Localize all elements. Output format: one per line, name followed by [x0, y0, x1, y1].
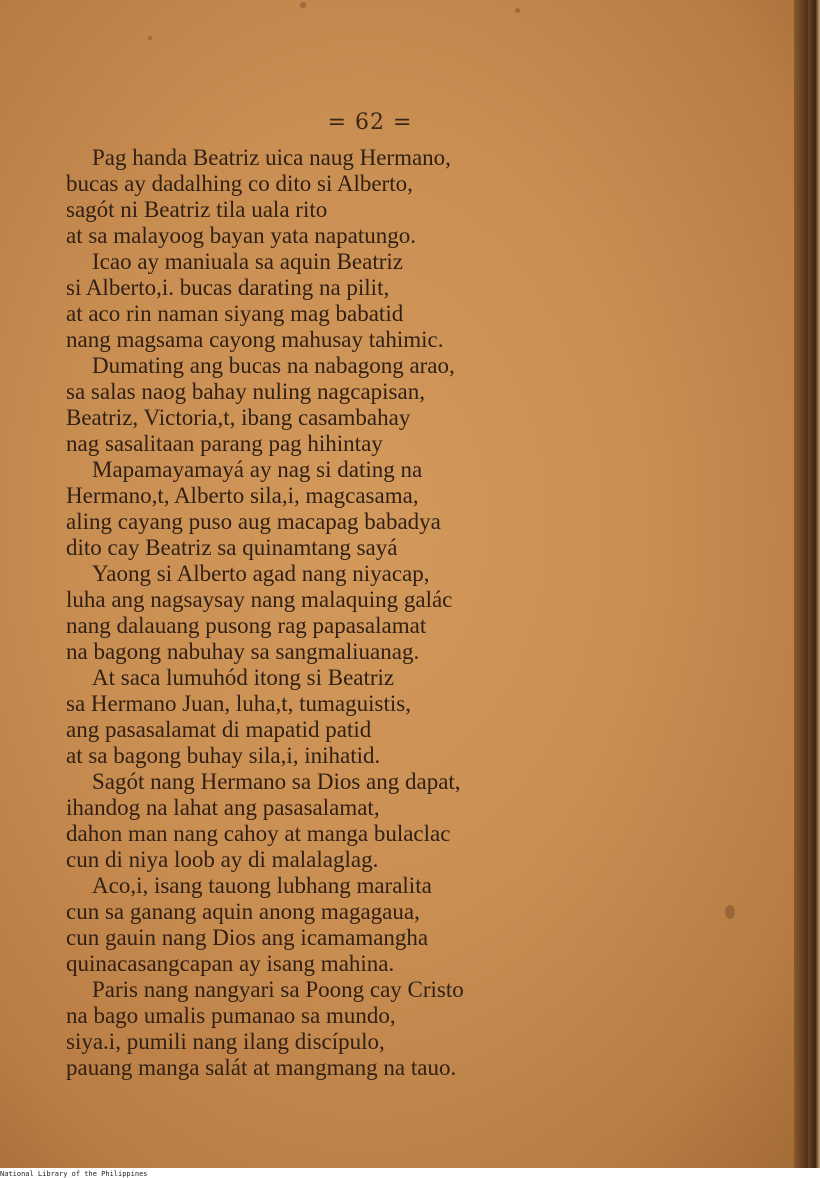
- stanza: [66, 977, 586, 1081]
- verse-line: Beatriz, Victoria,t, ibang casambahay: [66, 405, 411, 430]
- verse-line: nang magsama cayong mahusay tahimic.: [66, 327, 444, 352]
- verse-line: Hermano,t, Alberto sila,i, magcasama,: [66, 483, 419, 508]
- verse-line: Mapamayamayá ay nag si dating na: [92, 457, 423, 482]
- page-edge: [794, 0, 808, 1168]
- verse-line: At saca lumuhód itong si Beatriz: [92, 665, 395, 690]
- verse-line: ihandog na lahat ang pasasalamat,: [66, 795, 380, 820]
- verse-line: siya.i, pumili nang ilang discípulo,: [66, 1029, 385, 1054]
- verse-line: bucas ay dadalhing co dito si Alberto,: [66, 171, 413, 196]
- verse-line: Aco,i, isang tauong lubhang maralita: [92, 873, 432, 898]
- verse-line: nag sasalitaan parang pag hihintay: [66, 431, 383, 456]
- stanza: [66, 769, 586, 873]
- verse-line: sa Hermano Juan, luha,t, tumaguistis,: [66, 691, 411, 716]
- verse-line: sa salas naog bahay nuling nagcapisan,: [66, 379, 425, 404]
- verse-line: pauang manga salát at mangmang na tauo.: [66, 1055, 457, 1080]
- verse-line: Pag handa Beatriz uica naug Hermano,: [92, 145, 451, 170]
- verse-line: si Alberto,i. bucas darating na pilit,: [66, 275, 390, 300]
- stanza: [66, 665, 586, 769]
- page-number: = 62 =: [327, 110, 413, 135]
- stanza: [66, 145, 586, 249]
- verse-line: na bago umalis pumanao sa mundo,: [66, 1003, 396, 1028]
- stanza: [66, 249, 586, 353]
- verse-line: cun di niya loob ay di malalaglag.: [66, 847, 379, 872]
- paper-stain: [148, 36, 152, 40]
- verse-line: Dumating ang bucas na nabagong arao,: [92, 353, 455, 378]
- verse-line: at aco rin naman siyang mag babatid: [66, 301, 404, 326]
- book-binding: [808, 0, 820, 1168]
- verse-line: dahon man nang cahoy at manga bulaclac: [66, 821, 451, 846]
- stanza: [66, 353, 586, 457]
- verse-line: at sa malayoog bayan yata napatungo.: [66, 223, 416, 248]
- paper-stain: [725, 905, 735, 919]
- verse-line: Yaong si Alberto agad nang niyacap,: [92, 561, 430, 586]
- verse-line: nang dalauang pusong rag papasalamat: [66, 613, 427, 638]
- verse-line: sagót ni Beatriz tila uala rito: [66, 197, 328, 222]
- stanza: [66, 873, 586, 977]
- verse-line: cun sa ganang aquin anong magagaua,: [66, 899, 420, 924]
- verse-line: na bagong nabuhay sa sangmaliuanag.: [66, 639, 420, 664]
- verse-line: luha ang nagsaysay nang malaquing galác: [66, 587, 453, 612]
- verse-line: at sa bagong buhay sila,i, inihatid.: [66, 743, 381, 768]
- verse-line: quinacasangcapan ay isang mahina.: [66, 951, 395, 976]
- verse-line: aling cayang puso aug macapag babadya: [66, 509, 441, 534]
- verse-line: ang pasasalamat di mapatid patid: [66, 717, 372, 742]
- library-credit: National Library of the Philippines: [0, 1170, 148, 1178]
- stanza: [66, 561, 586, 665]
- stanza: [66, 457, 586, 561]
- verse-line: Icao ay maniuala sa aquin Beatriz: [92, 249, 403, 274]
- paper-stain: [300, 2, 306, 8]
- verse-line: Paris nang nangyari sa Poong cay Cristo: [92, 977, 464, 1002]
- paper-stain: [515, 8, 520, 13]
- poem-text: [66, 145, 586, 1081]
- verse-line: cun gauin nang Dios ang icamamangha: [66, 925, 429, 950]
- verse-line: Sagót nang Hermano sa Dios ang dapat,: [92, 769, 461, 794]
- verse-line: dito cay Beatriz sa quinamtang sayá: [66, 535, 398, 560]
